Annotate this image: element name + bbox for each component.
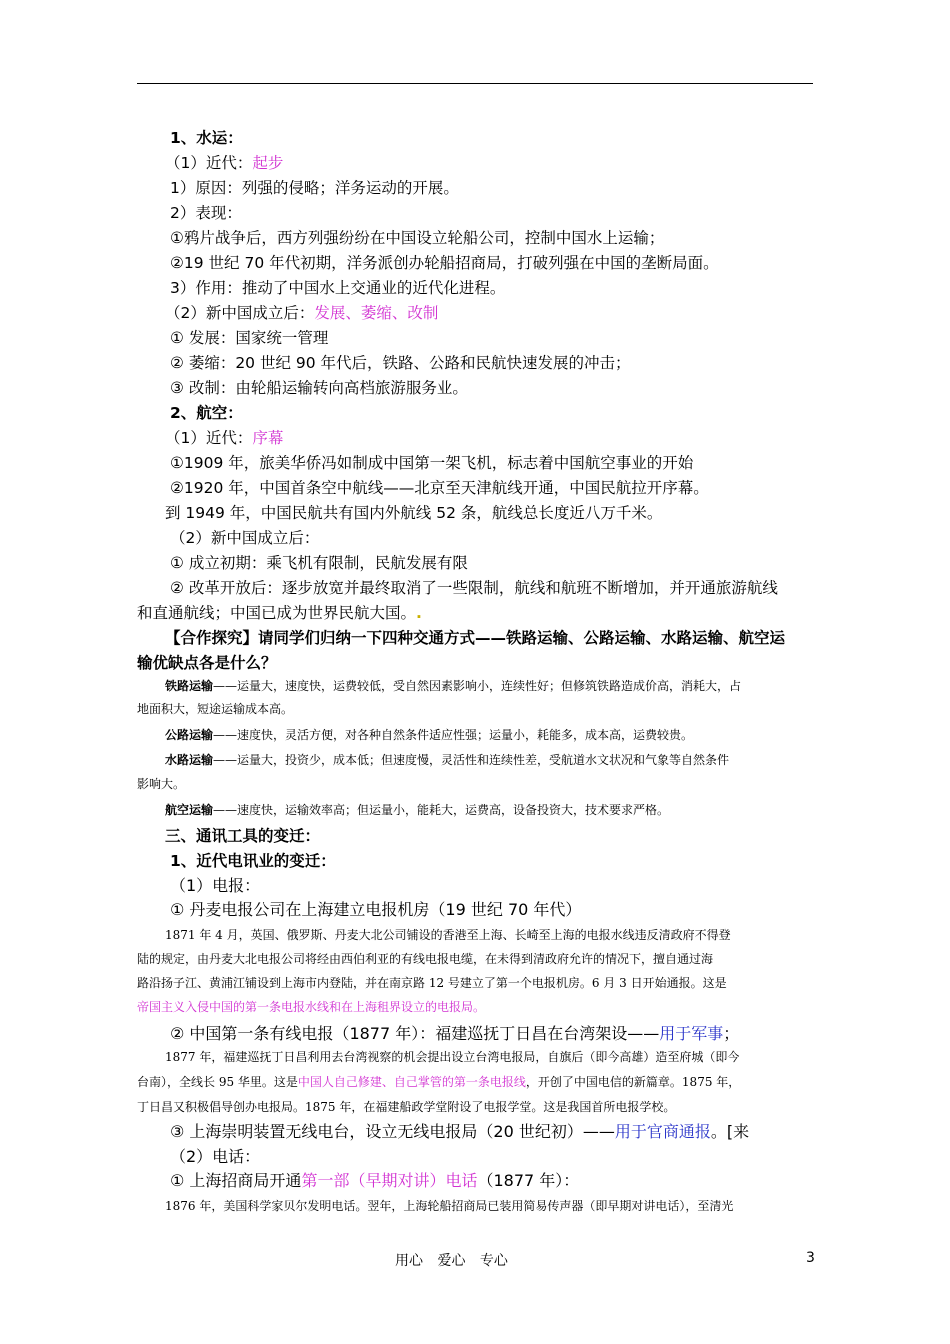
text-line: ① 上海招商局开通第一部（早期对讲）电话（1877 年）： — [170, 1171, 580, 1190]
answer-waterway-cont: 影响大。 — [137, 777, 186, 791]
text-line: （1）近代：起步 — [165, 154, 284, 172]
text-line: 到 1949 年，中国民航共有国内外航线 52 条，航线总长度近八万千米。 — [165, 504, 663, 522]
text-line: （1）近代：序幕 — [165, 429, 284, 447]
text-line: ① 成立初期：乘飞机有限制，民航发展有限 — [170, 554, 468, 572]
text-line: （1）电报： — [170, 876, 261, 895]
heading-aviation: 2、航空： — [170, 404, 243, 422]
text-line: （2）新中国成立后：发展、萎缩、改制 — [165, 304, 439, 322]
text-line: ① 丹麦电报公司在上海建立电报机房（19 世纪 70 年代） — [170, 900, 582, 919]
footer-motto: 用心 爱心 专心 — [395, 1253, 508, 1269]
text-line: ②1920 年，中国首条空中航线——北京至天津航线开通，中国民航拉开序幕。 — [170, 479, 709, 497]
paragraph-line: 台南），全线长 95 华里。这是中国人自己修建、自己掌管的第一条电报线，开创了中国电信的新篇章。1875 年， — [137, 1075, 741, 1089]
paragraph-line: 路沿扬子江、黄浦江铺设到上海市内登陆，并在南京路 12 号建立了第一个电报机房。6 月 3 日开始通报。这是 — [137, 976, 727, 990]
text-line: ③ 上海崇明装置无线电台，设立无线电报局（20 世纪初）——用于官商通报。[来 — [170, 1122, 750, 1141]
paragraph-line: 1877 年，福建巡抚丁日昌利用去台湾视察的机会提出设立台湾电报局，自旗后（即今高雄）造至府城（即今 — [165, 1050, 740, 1064]
inquiry-question-cont: 输优缺点各是什么？ — [137, 654, 277, 672]
text-line: ① 发展：国家统一管理 — [170, 329, 329, 347]
heading-telecom: 1、近代电讯业的变迁： — [170, 852, 336, 870]
text-line: （2）新中国成立后： — [170, 529, 320, 547]
text-line: ①鸦片战争后，西方列强纷纷在中国设立轮船公司，控制中国水上运输； — [170, 229, 665, 247]
heading-communication: 三、通讯工具的变迁： — [165, 827, 321, 845]
text-line: ②19 世纪 70 年代初期，洋务派创办轮船招商局，打破列强在中国的垄断局面。 — [170, 254, 719, 272]
answer-waterway: 水路运输——运量大，投资少，成本低；但速度慢，灵活性和连续性差，受航道水文状况和气象等自然条件 — [165, 753, 730, 767]
text-line: 和直通航线；中国已成为世界民航大国。. — [137, 604, 422, 622]
answer-railway: 铁路运输——运量大，速度快，运费较低，受自然因素影响小，连续性好；但修筑铁路造成价高，消耗大，占 — [165, 679, 742, 693]
text-line: ③ 改制：由轮船运输转向高档旅游服务业。 — [170, 379, 468, 397]
header-rule — [137, 83, 813, 84]
text-line: 1）原因：列强的侵略；洋务运动的开展。 — [170, 179, 459, 197]
text-line: 2）表现： — [170, 204, 242, 222]
paragraph-line: 1871 年 4 月，英国、俄罗斯、丹麦大北公司铺设的香港至上海、长崎至上海的电报水线违反清政府不得登 — [165, 928, 731, 942]
text-line: 3）作用：推动了中国水上交通业的近代化进程。 — [170, 279, 506, 297]
answer-air: 航空运输——速度快，运输效率高；但运量小，能耗大，运费高，设备投资大，技术要求严格。 — [165, 803, 670, 817]
text-line: ② 改革开放后：逐步放宽并最终取消了一些限制，航线和航班不断增加，并开通旅游航线 — [170, 579, 778, 597]
paragraph-line: 陆的规定，由丹麦大北电报公司将经由西伯利亚的有线电报电缆，在未得到清政府允许的情况下，擅自通过海 — [137, 952, 714, 966]
text-line: ② 中国第一条有线电报（1877 年）：福建巡抚丁日昌在台湾架设——用于军事； — [170, 1024, 740, 1043]
text-line: ①1909 年，旅美华侨冯如制成中国第一架飞机，标志着中国航空事业的开始 — [170, 454, 694, 472]
paragraph-line-highlight: 帝国主义入侵中国的第一条电报水线和在上海租界设立的电报局。 — [137, 1000, 486, 1014]
text-line: （2）电话： — [170, 1147, 261, 1166]
answer-road: 公路运输——速度快，灵活方便，对各种自然条件适应性强；运量小，耗能多，成本高，运费较贵。 — [165, 728, 694, 742]
paragraph-line: 1876 年，美国科学家贝尔发明电话。翌年，上海轮船招商局已装用简易传声器（即早期对讲电话），至清光 — [165, 1199, 734, 1213]
paragraph-line: 丁日昌又积极倡导创办电报局。1875 年，在福建船政学堂附设了电报学堂。这是我国首所电报学校。 — [137, 1100, 676, 1114]
heading-water-transport: 1、水运： — [170, 129, 243, 147]
answer-railway-cont: 地面积大，短途运输成本高。 — [137, 702, 294, 716]
text-line: ② 萎缩：20 世纪 90 年代后，铁路、公路和民航快速发展的冲击； — [170, 354, 631, 372]
inquiry-question: 【合作探究】请同学们归纳一下四种交通方式——铁路运输、公路运输、水路运输、航空运 — [165, 629, 786, 647]
page-number: 3 — [806, 1250, 815, 1266]
